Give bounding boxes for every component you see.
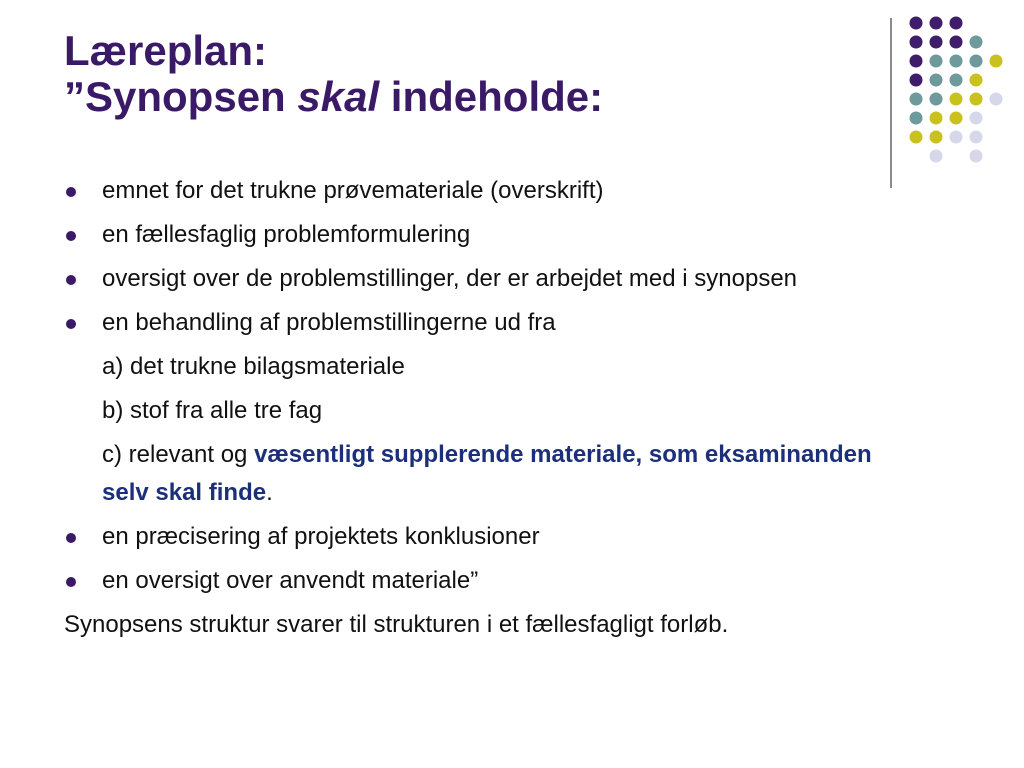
highlighted-text: væsentligt supplerende materiale, som eksaminanden selv skal finde (102, 441, 872, 506)
dot (930, 93, 943, 106)
dot (950, 74, 963, 87)
slide-body (64, 172, 964, 644)
dot (950, 17, 963, 30)
bullet-dot-icon (66, 187, 76, 197)
dot (970, 74, 983, 87)
title-emphasis: skal (297, 73, 380, 120)
bullet-dot-icon (66, 275, 76, 285)
bullet-dot-icon (66, 533, 76, 543)
dot (930, 17, 943, 30)
title-line-2-end: indeholde: (379, 73, 604, 120)
sub-item-a: a) det trukne bilagsmateriale (102, 353, 405, 380)
bullet-item (64, 260, 964, 298)
dot (950, 36, 963, 49)
bullet-text: emnet for det trukne prøvemateriale (overskrift) (102, 177, 604, 204)
bullet-dot-icon (66, 231, 76, 241)
title-line-2-start: ”Synopsen (64, 73, 298, 120)
bullet-dot-icon (66, 577, 76, 587)
bullet-text: en behandling af problemstillingerne ud fra (102, 309, 556, 336)
bullet-item (64, 562, 964, 600)
dot (950, 131, 963, 144)
dot (930, 150, 943, 163)
sub-item-c-end: . (266, 479, 273, 506)
dot (970, 131, 983, 144)
decorative-dot-grid (900, 14, 1010, 164)
dot (910, 17, 923, 30)
bullet-item (64, 518, 964, 556)
bullet-text: en præcisering af projektets konklusioner (102, 523, 540, 550)
dot (990, 93, 1003, 106)
bullet-item (64, 172, 964, 210)
title-line-2 (64, 74, 603, 120)
title-line-1: Læreplan: (64, 27, 268, 74)
dot (970, 150, 983, 163)
dot (950, 112, 963, 125)
bullet-item (64, 216, 964, 254)
dot (910, 131, 923, 144)
dot (970, 36, 983, 49)
dot (930, 36, 943, 49)
dot (970, 55, 983, 68)
bullet-item (64, 304, 964, 342)
dot (930, 112, 943, 125)
dot (970, 93, 983, 106)
bullet-text: en oversigt over anvendt materiale” (102, 567, 479, 594)
slide-title (64, 28, 603, 120)
dot (970, 112, 983, 125)
dot (910, 74, 923, 87)
closing-text: Synopsens struktur svarer til strukturen i et fællesfagligt forløb. (64, 611, 729, 638)
dot (950, 93, 963, 106)
dot (930, 74, 943, 87)
decorative-divider (890, 18, 892, 188)
dot (910, 93, 923, 106)
sub-item-c-start: c) relevant og (102, 441, 255, 468)
dot (930, 131, 943, 144)
sub-item-c (64, 436, 902, 512)
bullet-text: oversigt over de problemstillinger, der er arbejdet med i synopsen (102, 265, 798, 292)
dot (990, 55, 1003, 68)
sub-item-b: b) stof fra alle tre fag (102, 397, 323, 424)
dot (910, 55, 923, 68)
dot (910, 112, 923, 125)
bullet-text: en fællesfaglig problemformulering (102, 221, 471, 248)
dot (930, 55, 943, 68)
bullet-dot-icon (66, 319, 76, 329)
dot (910, 36, 923, 49)
dot (950, 55, 963, 68)
